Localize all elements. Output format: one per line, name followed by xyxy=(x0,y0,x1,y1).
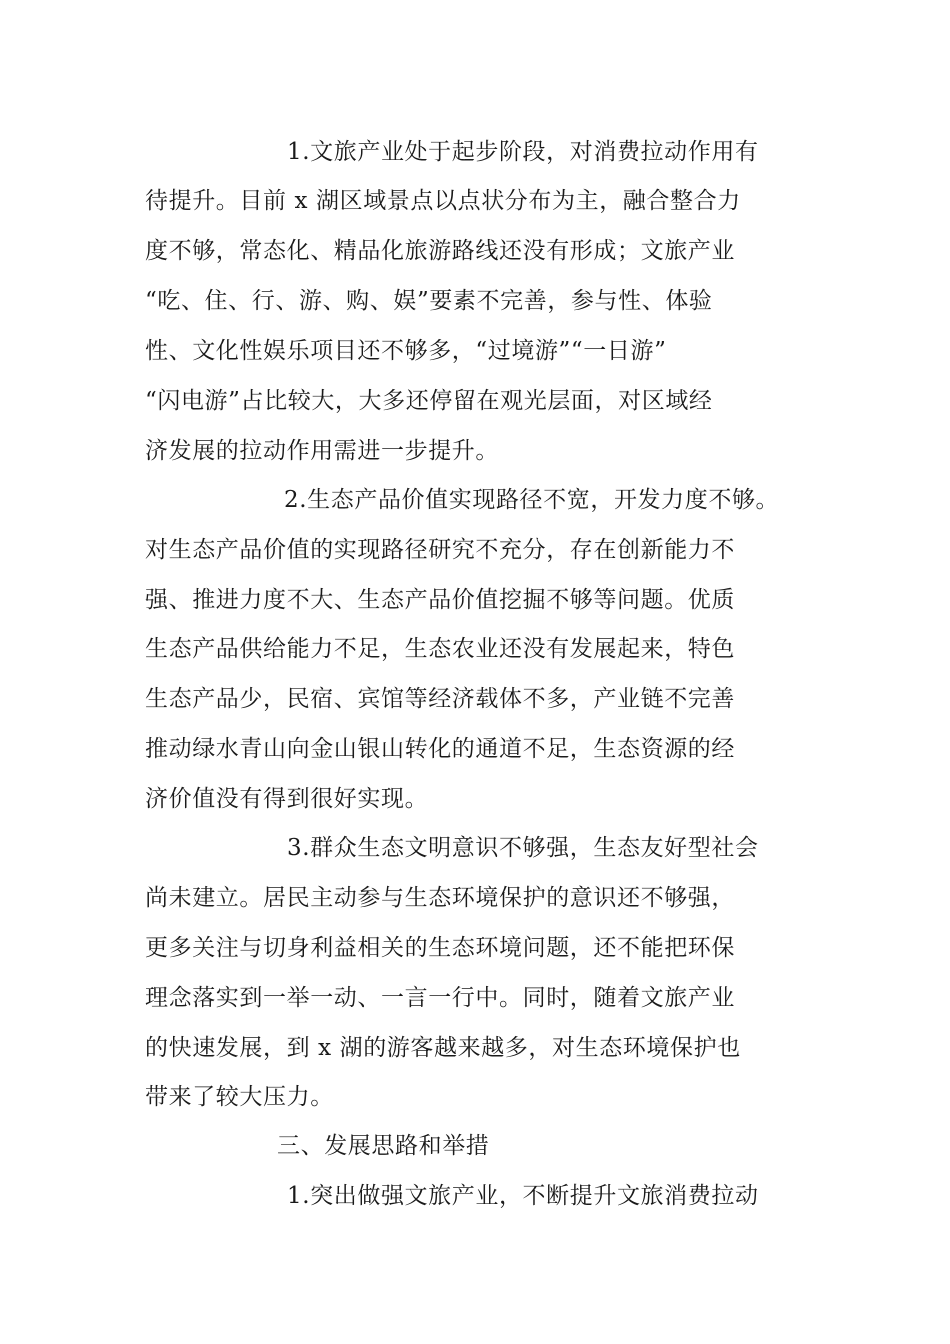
paragraph-2-line-7: 济价值没有得到很好实现。 xyxy=(145,786,429,812)
paragraph-1-line-1: 1.文旅产业处于起步阶段，对消费拉动作用有 xyxy=(287,139,759,165)
paragraph-1-line-6: “闪电游”占比较大，大多还停留在观光层面，对区域经 xyxy=(145,388,713,414)
paragraph-2-line-3: 强、推进力度不大、生态产品价值挖掘不够等问题。优质 xyxy=(145,587,735,613)
paragraph-3-line-2: 尚未建立。居民主动参与生态环境保护的意识还不够强， xyxy=(145,885,735,911)
paragraph-3-line-3: 更多关注与切身利益相关的生态环境问题，还不能把环保 xyxy=(145,935,735,961)
paragraph-2-line-1: 2.生态产品价值实现路径不宽，开发力度不够。 xyxy=(284,487,780,513)
paragraph-2-line-2: 对生态产品价值的实现路径研究不充分，存在创新能力不 xyxy=(145,537,735,563)
section-heading: 三、发展思路和举措 xyxy=(277,1133,490,1159)
paragraph-3-line-1: 3.群众生态文明意识不够强，生态友好型社会 xyxy=(287,835,759,861)
paragraph-3-line-6: 带来了较大压力。 xyxy=(145,1084,334,1110)
paragraph-1-line-5: 性、文化性娱乐项目还不够多，“过境游”“一日游” xyxy=(145,338,667,364)
paragraph-3-line-4: 理念落实到一举一动、一言一行中。同时，随着文旅产业 xyxy=(145,985,735,1011)
paragraph-1-line-2: 待提升。目前 x 湖区域景点以点状分布为主，融合整合力 xyxy=(145,188,741,214)
paragraph-2-line-5: 生态产品少，民宿、宾馆等经济载体不多，产业链不完善 xyxy=(145,686,735,712)
paragraph-2-line-4: 生态产品供给能力不足，生态农业还没有发展起来，特色 xyxy=(145,636,735,662)
paragraph-2-line-6: 推动绿水青山向金山银山转化的通道不足，生态资源的经 xyxy=(145,736,735,762)
paragraph-1-line-3: 度不够，常态化、精品化旅游路线还没有形成；文旅产业 xyxy=(145,238,735,264)
paragraph-1-line-4: “吃、住、行、游、购、娱”要素不完善，参与性、体验 xyxy=(145,288,713,314)
paragraph-3-line-5: 的快速发展，到 x 湖的游客越来越多，对生态环境保护也 xyxy=(145,1035,741,1061)
paragraph-1-line-7: 济发展的拉动作用需进一步提升。 xyxy=(145,438,499,464)
paragraph-5-line-1: 1.突出做强文旅产业，不断提升文旅消费拉动 xyxy=(287,1183,759,1209)
